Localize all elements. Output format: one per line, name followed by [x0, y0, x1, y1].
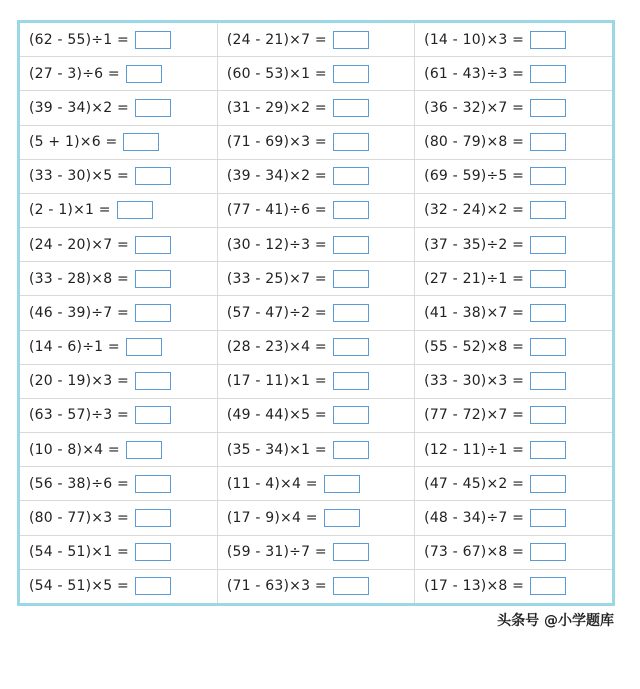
answer-box[interactable] [333, 201, 369, 219]
problem-expression: (17 - 11)×1 = [226, 373, 327, 390]
problem-expression: (55 - 52)×8 = [424, 339, 525, 356]
problem-cell [217, 467, 414, 501]
problem-cell [415, 398, 612, 432]
problem-cell [20, 501, 217, 535]
answer-box[interactable] [333, 99, 369, 117]
problem-expression: (71 - 69)×3 = [226, 134, 327, 151]
problem-expression: (17 - 9)×4 = [226, 509, 318, 526]
problem-expression: (27 - 21)÷1 = [424, 270, 525, 287]
answer-box[interactable] [333, 406, 369, 424]
problem-cell [415, 91, 612, 125]
problem-row [20, 364, 612, 398]
answer-box[interactable] [135, 236, 171, 254]
answer-box[interactable] [530, 441, 566, 459]
problem-expression: (80 - 79)×8 = [424, 134, 525, 151]
problem-expression: (20 - 19)×3 = [29, 373, 129, 390]
answer-box[interactable] [530, 577, 566, 595]
problem-expression: (14 - 6)÷1 = [29, 339, 120, 356]
problem-cell [415, 193, 612, 227]
answer-box[interactable] [135, 167, 171, 185]
problem-expression: (33 - 30)×5 = [29, 168, 129, 185]
answer-box[interactable] [530, 201, 566, 219]
answer-box[interactable] [333, 338, 369, 356]
problem-cell [217, 569, 414, 603]
problem-expression: (47 - 45)×2 = [424, 475, 525, 492]
answer-box[interactable] [333, 577, 369, 595]
problem-cell [217, 125, 414, 159]
answer-box[interactable] [530, 31, 566, 49]
problem-expression: (39 - 34)×2 = [29, 99, 129, 116]
problem-cell [415, 467, 612, 501]
problem-expression: (11 - 4)×4 = [226, 475, 318, 492]
problem-cell [217, 398, 414, 432]
answer-box[interactable] [135, 577, 171, 595]
problem-row [20, 569, 612, 603]
problem-expression: (2 - 1)×1 = [29, 202, 111, 219]
problem-expression: (77 - 41)÷6 = [226, 202, 327, 219]
problem-cell [20, 433, 217, 467]
problem-cell [217, 262, 414, 296]
problem-expression: (31 - 29)×2 = [226, 99, 327, 116]
problem-cell [20, 91, 217, 125]
answer-box[interactable] [135, 406, 171, 424]
problem-cell [20, 364, 217, 398]
problem-row [20, 398, 612, 432]
problem-expression: (33 - 28)×8 = [29, 270, 129, 287]
problem-cell [217, 193, 414, 227]
answer-box[interactable] [530, 475, 566, 493]
answer-box[interactable] [333, 31, 369, 49]
problem-expression: (28 - 23)×4 = [226, 339, 327, 356]
problem-cell [20, 228, 217, 262]
problem-cell [217, 364, 414, 398]
problem-expression: (71 - 63)×3 = [226, 578, 327, 595]
watermark-text: 头条号 @小学题库 [497, 613, 614, 629]
problem-cell [217, 23, 414, 57]
problem-row [20, 159, 612, 193]
problem-expression: (46 - 39)÷7 = [29, 304, 129, 321]
answer-box[interactable] [333, 65, 369, 83]
problem-expression: (5 + 1)×6 = [29, 134, 118, 151]
problem-cell [217, 433, 414, 467]
problem-cell [217, 296, 414, 330]
problem-expression: (60 - 53)×1 = [226, 65, 327, 82]
problem-row [20, 330, 612, 364]
problem-expression: (63 - 57)÷3 = [29, 407, 129, 424]
answer-box[interactable] [530, 304, 566, 322]
answer-box[interactable] [530, 372, 566, 390]
problem-expression: (33 - 25)×7 = [226, 270, 327, 287]
answer-box[interactable] [324, 475, 360, 493]
answer-box[interactable] [135, 304, 171, 322]
problem-expression: (27 - 3)÷6 = [29, 65, 120, 82]
answer-box[interactable] [126, 338, 162, 356]
answer-box[interactable] [117, 201, 153, 219]
problem-expression: (73 - 67)×8 = [424, 544, 525, 561]
answer-box[interactable] [135, 270, 171, 288]
problem-cell [20, 159, 217, 193]
problem-expression: (54 - 51)×5 = [29, 578, 129, 595]
problem-expression: (59 - 31)÷7 = [226, 544, 327, 561]
answer-box[interactable] [333, 133, 369, 151]
problem-table-body [20, 23, 612, 603]
answer-box[interactable] [333, 167, 369, 185]
problem-row [20, 91, 612, 125]
problem-expression: (57 - 47)÷2 = [226, 304, 327, 321]
problem-cell [20, 23, 217, 57]
problem-expression: (62 - 55)÷1 = [29, 31, 129, 48]
problem-cell [217, 501, 414, 535]
problem-cell [415, 364, 612, 398]
problem-expression: (41 - 38)×7 = [424, 304, 525, 321]
answer-box[interactable] [530, 133, 566, 151]
answer-box[interactable] [135, 31, 171, 49]
problem-cell [20, 262, 217, 296]
problem-expression: (37 - 35)÷2 = [424, 236, 525, 253]
problem-row [20, 501, 612, 535]
problem-expression: (36 - 32)×7 = [424, 99, 525, 116]
answer-box[interactable] [135, 372, 171, 390]
problem-cell [217, 330, 414, 364]
answer-box[interactable] [126, 65, 162, 83]
answer-box[interactable] [530, 543, 566, 561]
answer-box[interactable] [530, 270, 566, 288]
problem-cell [217, 228, 414, 262]
answer-box[interactable] [333, 441, 369, 459]
problem-cell [20, 57, 217, 91]
answer-box[interactable] [530, 509, 566, 527]
problem-cell [20, 535, 217, 569]
problem-cell [415, 228, 612, 262]
answer-box[interactable] [530, 99, 566, 117]
problem-expression: (80 - 77)×3 = [29, 509, 129, 526]
problem-cell [20, 193, 217, 227]
problem-expression: (35 - 34)×1 = [226, 441, 327, 458]
problem-cell [415, 125, 612, 159]
problem-expression: (24 - 21)×7 = [226, 31, 327, 48]
problem-cell [415, 296, 612, 330]
problem-expression: (77 - 72)×7 = [424, 407, 525, 424]
problem-row [20, 23, 612, 57]
problem-expression: (39 - 34)×2 = [226, 168, 327, 185]
answer-box[interactable] [123, 133, 159, 151]
problem-row [20, 228, 612, 262]
problem-row [20, 535, 612, 569]
answer-box[interactable] [135, 99, 171, 117]
problem-cell [415, 433, 612, 467]
problem-cell [20, 398, 217, 432]
problem-cell [415, 23, 612, 57]
problem-expression: (61 - 43)÷3 = [424, 65, 525, 82]
problem-cell [20, 569, 217, 603]
problem-expression: (30 - 12)÷3 = [226, 236, 327, 253]
problem-expression: (49 - 44)×5 = [226, 407, 327, 424]
problem-row [20, 262, 612, 296]
problem-row [20, 296, 612, 330]
problem-cell [20, 296, 217, 330]
answer-box[interactable] [333, 543, 369, 561]
problem-cell [20, 467, 217, 501]
problem-cell [20, 125, 217, 159]
answer-box[interactable] [135, 543, 171, 561]
problem-cell [415, 569, 612, 603]
answer-box[interactable] [333, 372, 369, 390]
problem-row [20, 193, 612, 227]
problem-row [20, 57, 612, 91]
problem-expression: (14 - 10)×3 = [424, 31, 525, 48]
problem-cell [20, 330, 217, 364]
problem-row [20, 467, 612, 501]
problem-row [20, 433, 612, 467]
problem-expression: (54 - 51)×1 = [29, 544, 129, 561]
answer-box[interactable] [530, 406, 566, 424]
problem-expression: (69 - 59)÷5 = [424, 168, 525, 185]
answer-box[interactable] [530, 65, 566, 83]
problem-row [20, 125, 612, 159]
problem-table [20, 23, 612, 603]
problem-expression: (24 - 20)×7 = [29, 236, 129, 253]
problem-expression: (56 - 38)÷6 = [29, 475, 129, 492]
answer-box[interactable] [126, 441, 162, 459]
problem-cell [415, 330, 612, 364]
answer-box[interactable] [333, 304, 369, 322]
problem-expression: (33 - 30)×3 = [424, 373, 525, 390]
problem-cell [415, 501, 612, 535]
problem-cell [415, 262, 612, 296]
problem-expression: (10 - 8)×4 = [29, 441, 120, 458]
problem-cell [217, 57, 414, 91]
problem-expression: (48 - 34)÷7 = [424, 509, 525, 526]
answer-box[interactable] [530, 338, 566, 356]
problem-expression: (17 - 13)×8 = [424, 578, 525, 595]
answer-box[interactable] [333, 270, 369, 288]
problem-expression: (12 - 11)÷1 = [424, 441, 525, 458]
worksheet-frame [17, 20, 615, 606]
answer-box[interactable] [135, 509, 171, 527]
answer-box[interactable] [333, 236, 369, 254]
problem-cell [217, 159, 414, 193]
answer-box[interactable] [135, 475, 171, 493]
answer-box[interactable] [324, 509, 360, 527]
problem-cell [415, 159, 612, 193]
problem-expression: (32 - 24)×2 = [424, 202, 525, 219]
problem-cell [415, 535, 612, 569]
problem-cell [217, 91, 414, 125]
answer-box[interactable] [530, 167, 566, 185]
problem-cell [415, 57, 612, 91]
answer-box[interactable] [530, 236, 566, 254]
problem-cell [217, 535, 414, 569]
